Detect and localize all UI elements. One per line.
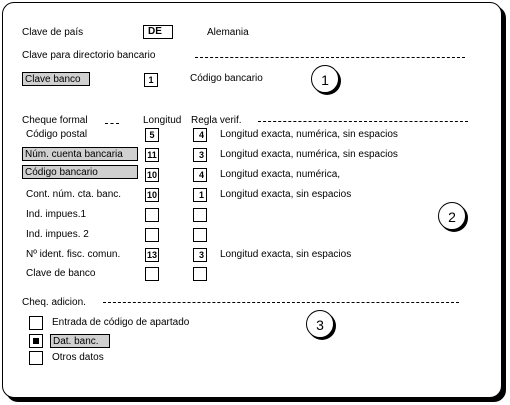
additional-check-heading: Cheq. adicion.: [22, 297, 86, 308]
country-label: Clave de país: [22, 27, 84, 38]
length-field[interactable]: 5: [145, 128, 159, 142]
option-label: Dat. banc.: [50, 334, 110, 348]
row-label: Ind. impues. 2: [26, 229, 89, 240]
separator: [195, 57, 465, 58]
rule-field[interactable]: 3: [193, 148, 207, 162]
row-label: Cont. núm. cta. banc.: [26, 189, 122, 200]
rule-field[interactable]: 4: [193, 128, 207, 142]
separator: [103, 302, 459, 303]
length-column-header: Longitud: [143, 115, 182, 126]
separator: [105, 123, 119, 124]
rule-description: Longitud exacta, sin espacios: [220, 249, 352, 260]
rule-column-header: Regla verif.: [191, 115, 242, 126]
length-field[interactable]: [145, 228, 159, 242]
length-field[interactable]: [145, 267, 159, 281]
rule-field[interactable]: [193, 267, 207, 281]
length-field[interactable]: 11: [145, 148, 159, 162]
length-field[interactable]: 13: [146, 250, 157, 260]
row-label: Código postal: [26, 129, 88, 140]
rule-field[interactable]: 1: [193, 188, 207, 202]
rule-field[interactable]: [193, 228, 207, 242]
rule-field[interactable]: 3: [193, 248, 207, 262]
rule-field[interactable]: [193, 208, 207, 222]
country-code-field[interactable]: DE: [143, 25, 173, 39]
option-checkbox[interactable]: [29, 351, 43, 365]
separator: [258, 121, 468, 122]
callout-1: 1: [311, 65, 339, 93]
bank-dir-heading: Clave para directorio bancario: [22, 50, 156, 61]
length-field[interactable]: 10: [146, 170, 157, 180]
length-field[interactable]: [145, 208, 159, 222]
rule-description: Longitud exacta, numérica, sin espacios: [220, 149, 398, 160]
option-label: Otros datos: [52, 352, 104, 363]
row-label: Ind. impues.1: [26, 209, 87, 220]
option-checkbox[interactable]: [29, 334, 43, 348]
row-label: Núm. cuenta bancaria: [22, 147, 138, 161]
bank-key-description: Código bancario: [190, 73, 263, 84]
bank-key-field[interactable]: 1: [144, 73, 158, 87]
callout-2: 2: [438, 202, 466, 230]
rule-description: Longitud exacta, numérica, sin espacios: [220, 129, 398, 140]
row-label: Código bancario: [22, 165, 138, 179]
option-label: Entrada de código de apartado: [52, 317, 190, 328]
country-name: Alemania: [207, 27, 249, 38]
formal-check-heading: Cheque formal: [22, 115, 88, 126]
row-label: Nº ident. fisc. comun.: [26, 249, 121, 260]
bank-key-label: Clave banco: [22, 72, 90, 86]
option-checkbox[interactable]: [29, 316, 43, 330]
callout-3: 3: [306, 310, 334, 338]
rule-field[interactable]: 4: [193, 168, 207, 182]
rule-description: Longitud exacta, sin espacios: [220, 189, 352, 200]
row-label: Clave de banco: [26, 268, 96, 279]
rule-description: Longitud exacta, numérica,: [220, 169, 341, 180]
length-field[interactable]: 10: [146, 190, 157, 200]
